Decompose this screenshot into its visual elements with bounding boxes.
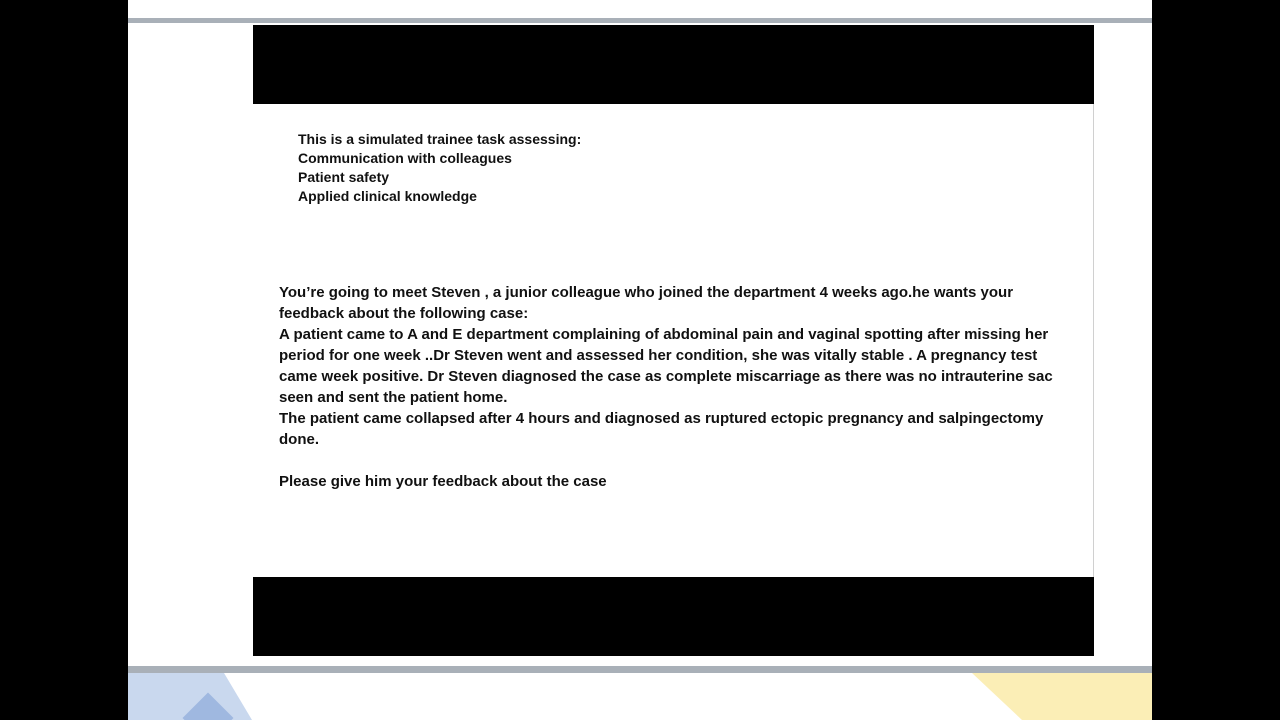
assessment-item: Patient safety [298, 169, 390, 185]
spacer [279, 450, 1079, 471]
document-page [253, 25, 1094, 656]
top-divider [128, 18, 1152, 23]
slide [128, 0, 1152, 720]
case-instruction: Please give him your feedback about the case [279, 473, 607, 490]
case-intro-paragraph: You’re going to meet Steven , a junior colleague who joined the department 4 weeks ago.he wants your feedback about the following case: [279, 284, 1014, 322]
case-description [279, 282, 1079, 492]
case-outcome-paragraph: The patient came collapsed after 4 hours and diagnosed as ruptured ectopic pregnancy and salpingectomy done. [279, 410, 1044, 448]
assessment-item: Applied clinical knowledge [298, 188, 477, 204]
bottom-divider [128, 666, 1152, 673]
redaction-bar-bottom [253, 577, 1094, 656]
assessment-item: Communication with colleagues [298, 150, 512, 166]
assessment-list [298, 130, 581, 206]
redaction-bar-top [253, 25, 1094, 104]
case-history-paragraph: A patient came to A and E department complaining of abdominal pain and vaginal spotting after missing her period for one week ..Dr Steven went and assessed her condition, she was vitally stable . A pregnancy test came week positive. Dr Steven diagnosed the case as complete miscarriage as there was no intrauterine sac seen and sent the patient home. [279, 326, 1053, 406]
assessment-intro: This is a simulated trainee task assessing: [298, 131, 582, 147]
decorative-shape-right [972, 673, 1152, 720]
